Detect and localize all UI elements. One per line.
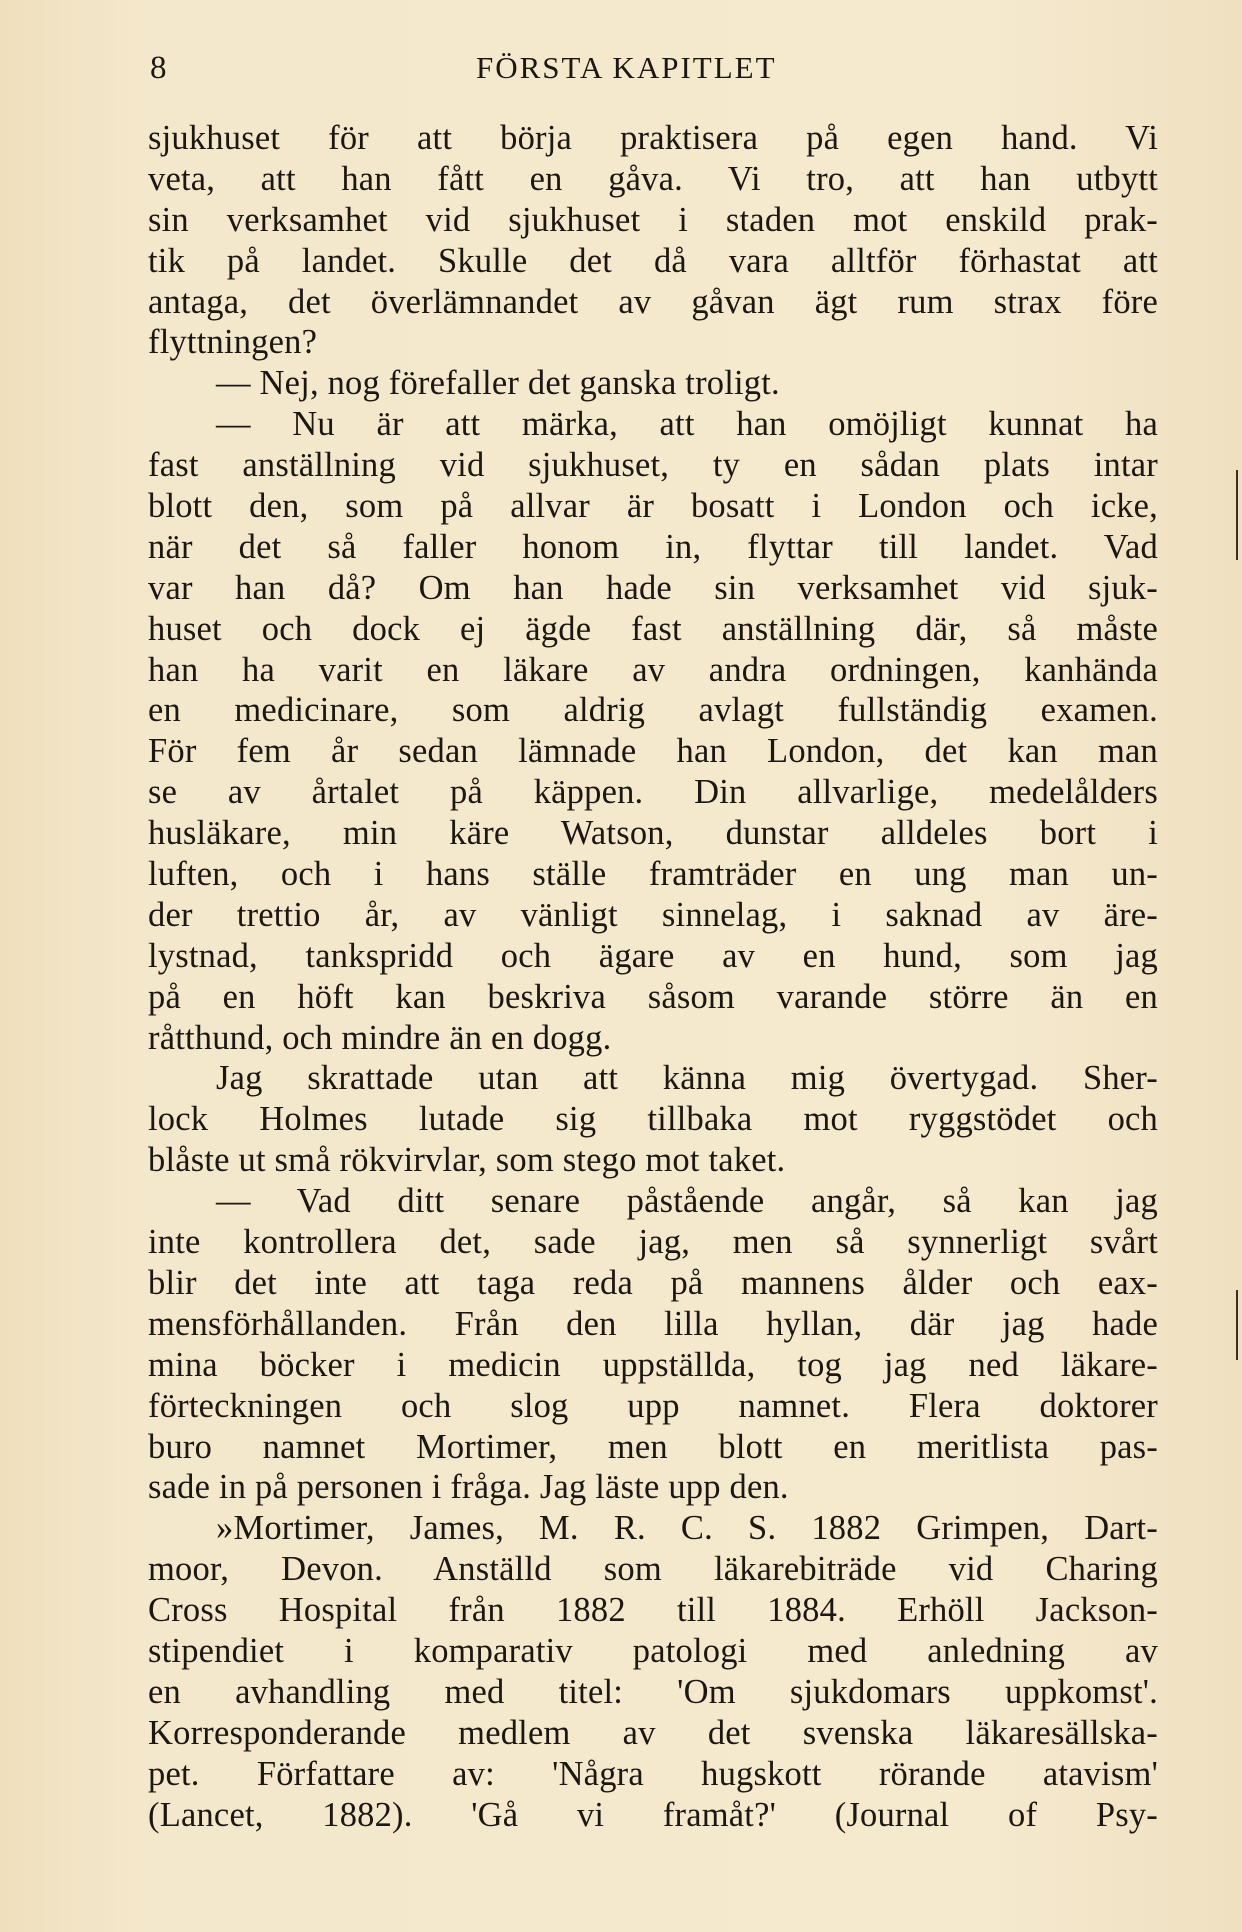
text-line: förteckningen och slog upp namnet. Flera doktorer <box>148 1386 1158 1425</box>
text-line: Korresponderande medlem av det svenska läkaresällska- <box>148 1713 1158 1752</box>
text-line: mensförhållanden. Från den lilla hyllan, där jag hade <box>148 1304 1158 1343</box>
text-line: han ha varit en läkare av andra ordningen, kanhända <box>148 650 1158 689</box>
text-line: veta, att han fått en gåva. Vi tro, att han utbytt <box>148 159 1158 198</box>
page-edge-mark <box>1236 1290 1238 1360</box>
text-line: För fem år sedan lämnade han London, det kan man <box>148 732 1158 771</box>
text-line: en medicinare, som aldrig avlagt fullständig examen. <box>148 691 1158 730</box>
text-line: moor, Devon. Anställd som läkarebiträde vid Charing <box>148 1550 1158 1589</box>
text-line: luften, och i hans ställe framträder en ung man un- <box>148 855 1158 894</box>
text-line: inte kontrollera det, sade jag, men så synnerligt svårt <box>148 1223 1158 1262</box>
text-line: när det så faller honom in, flyttar till landet. Vad <box>148 527 1158 566</box>
text-line: — Nej, nog förefaller det ganska troligt. <box>216 364 780 403</box>
text-line: lock Holmes lutade sig tillbaka mot ryggstödet och <box>148 1100 1158 1139</box>
text-line: lystnad, tankspridd och ägare av en hund, som jag <box>148 936 1158 975</box>
text-line: »Mortimer, James, M. R. C. S. 1882 Grimpen, Dart- <box>216 1509 1158 1548</box>
text-line: blott den, som på allvar är bosatt i London och icke, <box>148 487 1158 526</box>
text-line: råtthund, och mindre än en dogg. <box>148 1018 612 1057</box>
text-line: var han då? Om han hade sin verksamhet vid sjuk- <box>148 568 1158 607</box>
text-line: pet. Författare av: 'Några hugskott rörande atavism' <box>148 1754 1158 1793</box>
text-line: (Lancet, 1882). 'Gå vi framåt?' (Journal of Psy- <box>148 1795 1158 1834</box>
text-line: Jag skrattade utan att känna mig övertygad. Sher- <box>216 1059 1158 1098</box>
text-line: en avhandling med titel: 'Om sjukdomars uppkomst'. <box>148 1672 1158 1711</box>
text-line: Cross Hospital från 1882 till 1884. Erhöll Jackson- <box>148 1591 1158 1630</box>
page-edge-mark <box>1236 470 1238 560</box>
text-line: mina böcker i medicin uppställda, tog jag ned läkare- <box>148 1345 1158 1384</box>
text-line: fast anställning vid sjukhuset, ty en sådan plats intar <box>148 446 1158 485</box>
running-head: FÖRSTA KAPITLET <box>476 50 777 85</box>
page-header <box>150 50 1150 100</box>
text-line: — Nu är att märka, att han omöjligt kunnat ha <box>216 405 1158 444</box>
text-line: sade in på personen i fråga. Jag läste upp den. <box>148 1468 789 1507</box>
text-line: sin verksamhet vid sjukhuset i staden mot enskild prak- <box>148 200 1158 239</box>
text-line: huset och dock ej ägde fast anställning där, så måste <box>148 609 1158 648</box>
text-line: blir det inte att taga reda på mannens ålder och eax- <box>148 1263 1158 1302</box>
text-line: se av årtalet på käppen. Din allvarlige, medelålders <box>148 773 1158 812</box>
text-line: der trettio år, av vänligt sinnelag, i saknad av äre- <box>148 895 1158 934</box>
text-line: buro namnet Mortimer, men blott en meritlista pas- <box>148 1427 1158 1466</box>
text-line: sjukhuset för att börja praktisera på egen hand. Vi <box>148 119 1158 157</box>
text-line: blåste ut små rökvirvlar, som stego mot taket. <box>148 1141 786 1180</box>
page-number: 8 <box>150 50 168 86</box>
text-line: flyttningen? <box>148 323 318 362</box>
text-line: antaga, det överlämnandet av gåvan ägt rum strax före <box>148 282 1158 321</box>
text-line: stipendiet i komparativ patologi med anledning av <box>148 1631 1158 1670</box>
text-line: — Vad ditt senare påstående angår, så kan jag <box>216 1182 1158 1221</box>
text-line: husläkare, min käre Watson, dunstar alldeles bort i <box>148 814 1158 853</box>
text-line: tik på landet. Skulle det då vara alltför förhastat att <box>148 241 1158 280</box>
text-line: på en höft kan beskriva såsom varande större än en <box>148 977 1158 1016</box>
body-text <box>148 118 1158 1835</box>
